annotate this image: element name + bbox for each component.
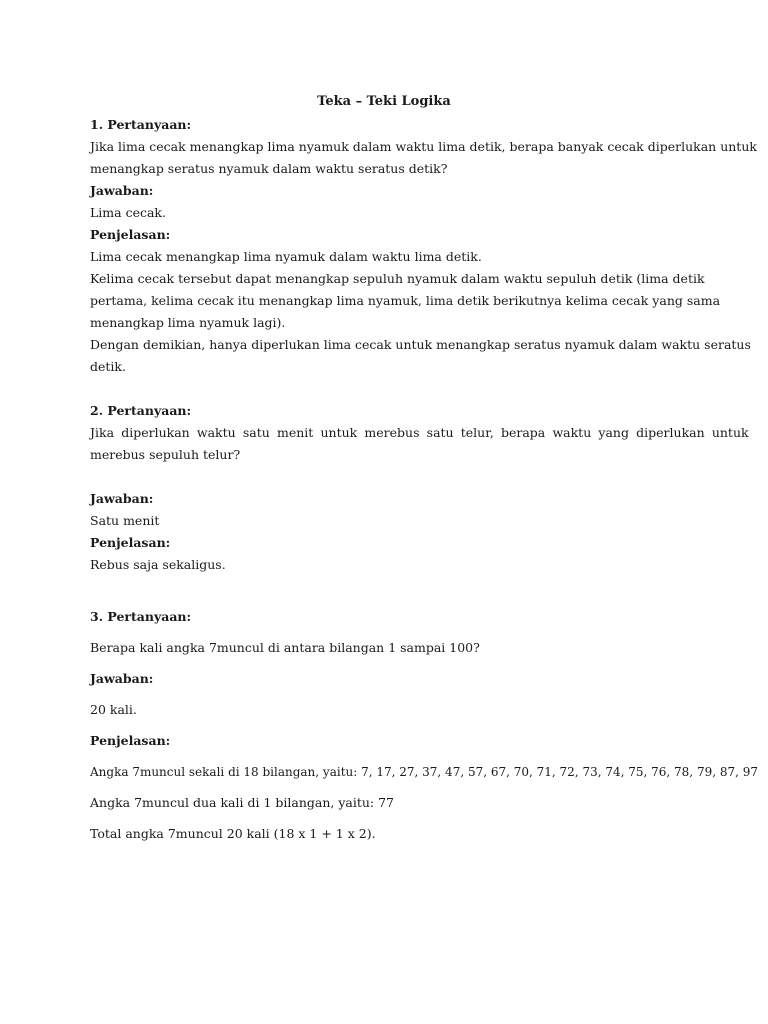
question-1-text-line-2: menangkap seratus nyamuk dalam waktu seratus detik? (90, 161, 448, 176)
question-2-answer: Satu menit (90, 513, 160, 528)
question-2-section (90, 400, 749, 576)
question-3-text: Berapa kali angka 7muncul di antara bilangan 1 sampai 100? (90, 640, 480, 655)
question-1-text-line-1: Jika lima cecak menangkap lima nyamuk dalam waktu lima detik, berapa banyak cecak diperlukan untuk (90, 139, 757, 154)
question-1-explanation-label: Penjelasan: (90, 227, 171, 242)
question-1-section (90, 114, 757, 378)
question-1-answer-label: Jawaban: (90, 183, 154, 198)
document-title: Teka – Teki Logika (317, 94, 451, 109)
question-2-explanation-label: Penjelasan: (90, 535, 171, 550)
question-3-explanation-line-1: Angka 7muncul sekali di 18 bilangan, yaitu: 7, 17, 27, 37, 47, 57, 67, 70, 71, 72, 73, 74, 75, 76, 78, 79, 87, 97 (90, 765, 759, 779)
question-1-explanation-line-4: menangkap lima nyamuk lagi). (90, 315, 286, 330)
question-3-explanation-line-3: Total angka 7muncul 20 kali (18 x 1 + 1 x 2). (90, 826, 376, 841)
question-3-explanation-line-2: Angka 7muncul dua kali di 1 bilangan, yaitu: 77 (90, 795, 395, 810)
question-3-answer-label: Jawaban: (90, 671, 154, 686)
question-1-explanation-line-5: Dengan demikian, hanya diperlukan lima cecak untuk menangkap seratus nyamuk dalam waktu seratus (90, 337, 751, 352)
question-1-explanation-line-1: Lima cecak menangkap lima nyamuk dalam waktu lima detik. (90, 249, 482, 264)
question-1-explanation-line-3: pertama, kelima cecak itu menangkap lima nyamuk, lima detik berikutnya kelima cecak yang sama (90, 293, 721, 308)
question-2-text-line-1: Jika diperlukan waktu satu menit untuk merebus satu telur, berapa waktu yang diperlukan untuk (90, 425, 749, 440)
document-page (90, 92, 759, 845)
question-1-answer: Lima cecak. (90, 205, 166, 220)
question-1-explanation-line-6: detik. (90, 359, 126, 374)
question-3-answer: 20 kali. (90, 702, 137, 717)
question-3-explanation-label: Penjelasan: (90, 733, 171, 748)
question-2-answer-label: Jawaban: (90, 491, 154, 506)
question-2-heading: 2. Pertanyaan: (90, 403, 192, 418)
question-1-explanation-line-2: Kelima cecak tersebut dapat menangkap sepuluh nyamuk dalam waktu sepuluh detik (lima detik (90, 271, 705, 286)
question-3-section (90, 606, 759, 845)
question-1-heading: 1. Pertanyaan: (90, 117, 192, 132)
question-2-text-line-2: merebus sepuluh telur? (90, 447, 241, 462)
question-2-explanation: Rebus saja sekaligus. (90, 557, 226, 572)
question-3-heading: 3. Pertanyaan: (90, 609, 192, 624)
